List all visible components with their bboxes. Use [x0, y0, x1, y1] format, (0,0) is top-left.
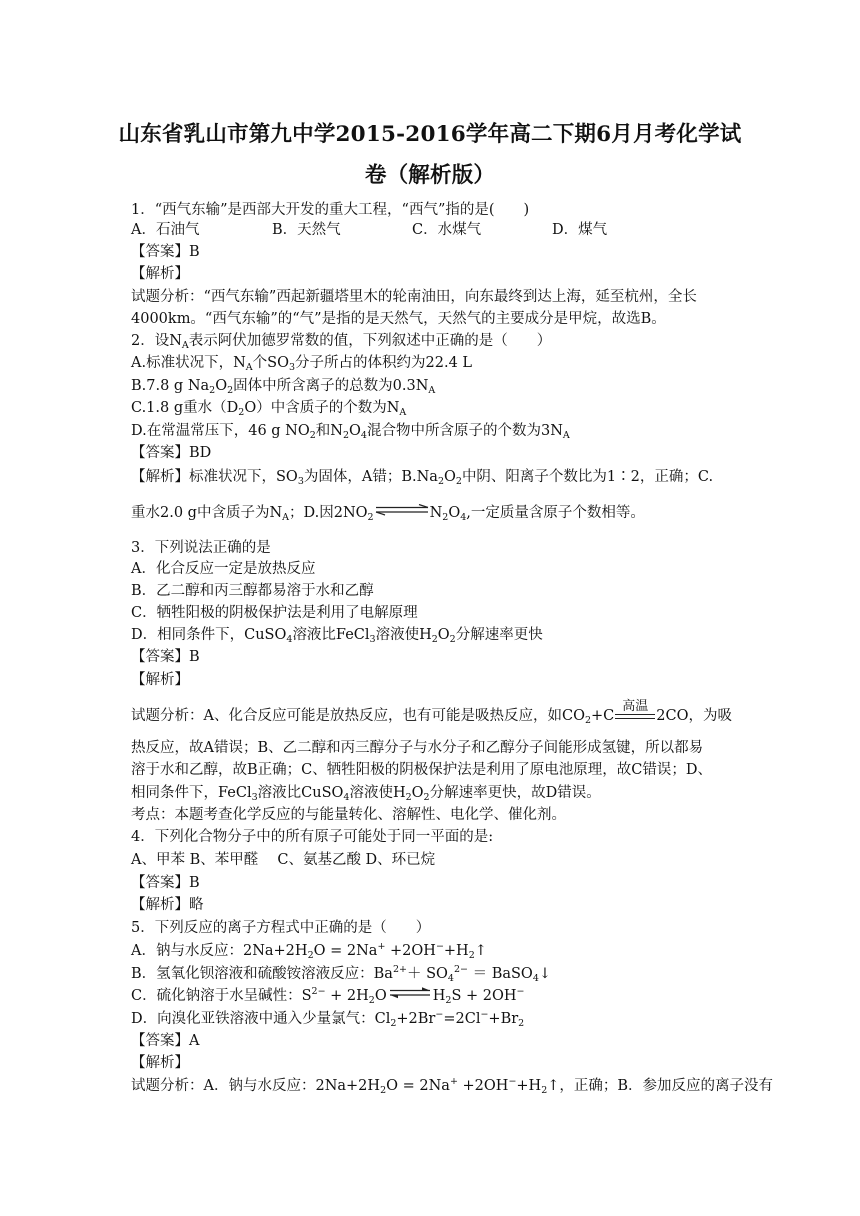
q2-option-d: D.在常温常压下，46 g $NO_2$和$N_2O_4$混合物中所含原子的个数为$3N_A$: [131, 423, 570, 441]
q2-option-b: B.7.8 g $Na_2O_2$固体中所含离子的总数为$0.3N_A$: [131, 378, 436, 396]
q3-stem: 3．下列说法正确的是: [131, 540, 271, 556]
reaction-condition-arrow: [615, 699, 655, 724]
q3-analysis-line-1: [131, 699, 761, 726]
q3-answer: 【答案】B: [131, 649, 200, 665]
q1-analysis-heading: 【解析】: [131, 266, 189, 282]
q3-analysis-line-4: 相同条件下，FeCl$_3$溶液比CuSO$_4$溶液使$H_2O_2$分解速率更快，故D错误。: [131, 785, 601, 803]
q2-analysis-line-1: 【解析】标准状况下，$SO_3$为固体，A错；$B.Na_2O_2$中阴、阳离子个数比为1∶2，正确；C.: [131, 469, 714, 487]
q3-analysis-line-3: 溶于水和乙醇，故B正确；C、牺牲阳极的阴极保护法是利用了原电池原理，故C错误；D、: [131, 762, 712, 778]
q2-stem-subscript: A: [181, 340, 189, 351]
q3-option-a: A．化合反应一定是放热反应: [131, 561, 316, 577]
q1-stem: 1．“西气东输”是西部大开发的重大工程，“西气”指的是( ): [131, 202, 530, 218]
q1-option-a: A．石油气: [131, 222, 200, 238]
q5-option-a: A．钠与水反应：$2Na+2H_2O = 2Na^+$ $+2OH^-+H_2↑$: [131, 941, 487, 961]
q2-option-c: C.1.8 g重水$(D_2O)$中含质子的个数为$N_A$: [131, 400, 407, 418]
q4-options: A、甲苯 B、苯甲醛 C、氨基乙酸 D、环已烷: [131, 852, 436, 868]
reversible-arrow-icon: [389, 987, 431, 999]
q2-analysis-line-2: [131, 503, 761, 523]
q5-option-c-part-1: C．硫化钠溶于水呈碱性：$S^{2-} + 2H_2O$: [131, 986, 387, 1006]
q5-answer: 【答案】A: [131, 1033, 200, 1049]
q5-option-c: [131, 986, 761, 1006]
q1-option-d: D．煤气: [552, 222, 608, 238]
q5-option-c-part-2: $H_2S + 2OH^-$: [432, 986, 525, 1006]
q3-analysis-line-2: 热反应，故A错误；B、乙二醇和丙三醇分子与水分子和乙醇分子间能形成氢键，所以都易: [131, 740, 704, 756]
q2-stem-part-2: 表示阿伏加德罗常数的值，下列叙述中正确的是（ ）: [188, 333, 552, 349]
q2-analysis-line-2-part-2: $N_2O_4$,一定质量含原子个数相等。: [429, 505, 645, 523]
q5-analysis-heading: 【解析】: [131, 1055, 189, 1071]
q3-option-d: D．相同条件下，CuSO$_4$溶液比FeCl$_3$溶液使$H_2O_2$分解速率更快: [131, 627, 543, 645]
q5-stem: 5．下列反应的离子方程式中正确的是（ ）: [131, 920, 431, 936]
q1-answer: 【答案】B: [131, 244, 200, 260]
q2-answer: 【答案】BD: [131, 445, 212, 461]
document-title-line-1: 山东省乳山市第九中学2015-2016学年高二下期6月月考化学试: [118, 122, 742, 147]
q4-answer: 【答案】B: [131, 875, 200, 891]
q2-stem: [131, 331, 761, 351]
q3-kaodian: 考点：本题考查化学反应的与能量转化、溶解性、电化学、催化剂。: [131, 807, 566, 823]
document-title-line-2: 卷（解析版）: [364, 163, 496, 188]
q1-analysis-line-1: 试题分析：“西气东输”西起新疆塔里木的轮南油田，向东最终到达上海，延至杭州，全长: [131, 289, 697, 305]
q5-option-d: D．向溴化亚铁溶液中通入少量氯气：$Cl_2+2Br^-=2Cl^-+Br_2$: [131, 1009, 525, 1029]
q4-stem: 4．下列化合物分子中的所有原子可能处于同一平面的是:: [131, 829, 494, 845]
q2-stem-part-1: 2．设N: [131, 333, 182, 349]
q1-option-c: C．水煤气: [412, 222, 482, 238]
q4-analysis: 【解析】略: [131, 897, 204, 913]
reaction-condition-label: 高温: [622, 699, 649, 714]
q5-analysis-line-1: 试题分析：A．钠与水反应：$2Na+2H_2O = 2Na^+$ $+2OH^-+H_2↑$，正确；B．参加反应的离子没有: [131, 1076, 774, 1096]
q1-option-b: B．天然气: [272, 222, 341, 238]
q3-option-c: C．牺牲阳极的阴极保护法是利用了电解原理: [131, 605, 418, 621]
q1-analysis-line-2: 4000km。“西气东输”的“气”是指的是天然气，天然气的主要成分是甲烷，故选B。: [131, 311, 666, 327]
q3-analysis-heading: 【解析】: [131, 672, 189, 688]
q3-analysis-line-1-part-2: 2CO，为吸: [656, 708, 732, 724]
q2-option-a: A.标准状况下，$N_A$个$SO_3$分子所占的体积约为22.4 L: [131, 355, 473, 373]
q2-analysis-line-2-part-1: 重水2.0 g中含质子为$N_A$；D.因$2NO_2$: [131, 505, 374, 523]
q3-option-b: B．乙二醇和丙三醇都易溶于水和乙醇: [131, 583, 374, 599]
q3-analysis-line-1-part-1: 试题分析：A、化合反应可能是放热反应，也有可能是吸热反应，如$CO_2+C$: [131, 708, 615, 726]
equilibrium-arrow-icon: [375, 504, 429, 516]
q5-option-b: B．氢氧化钡溶液和硫酸铵溶液反应：$Ba^{2+}+ SO_4^{2-}$ ＝ BaSO$_4$↓: [131, 964, 552, 984]
